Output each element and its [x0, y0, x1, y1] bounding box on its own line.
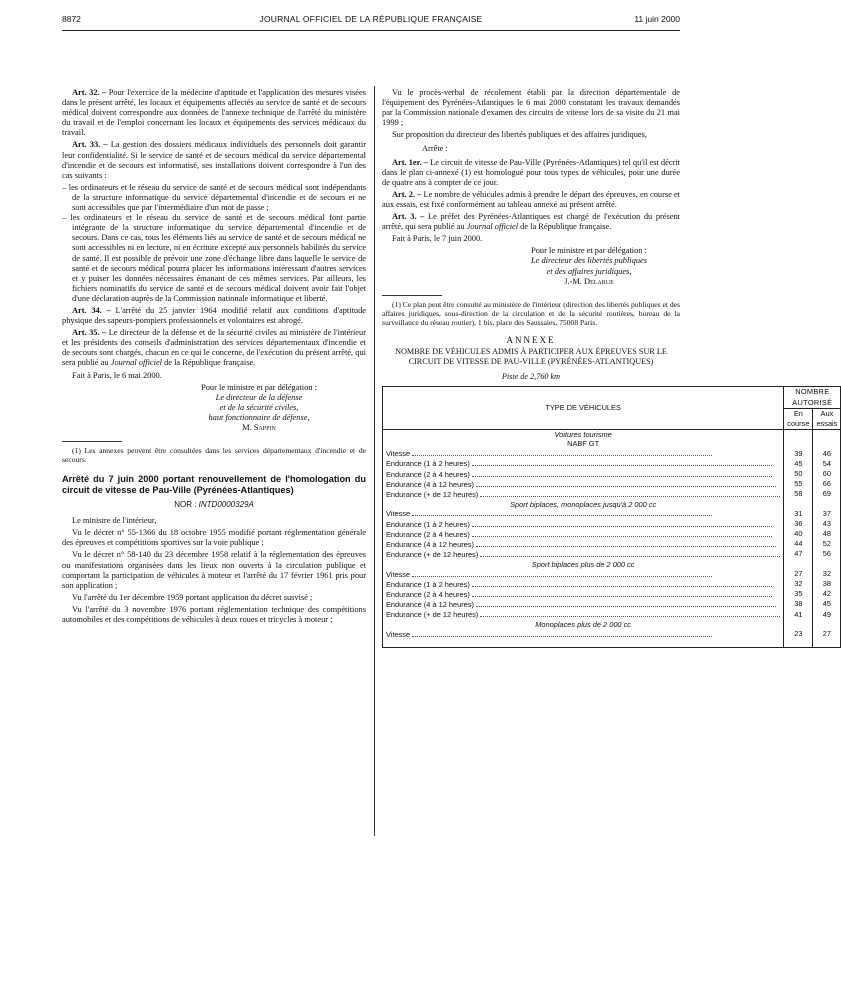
row-label-text: Endurance (1 à 2 heures) — [386, 459, 470, 469]
paragraph: Vu l'arrêté du 1er décembre 1959 portant application du décret susvisé ; — [72, 592, 313, 602]
section-title — [383, 500, 784, 510]
course-count: 45 — [784, 459, 813, 469]
row-label-text: Endurance (1 à 2 heures) — [386, 519, 470, 529]
essais-count: 60 — [822, 469, 832, 479]
essais-count: 49 — [822, 609, 832, 619]
leader-dots — [472, 476, 772, 477]
table-row — [383, 519, 841, 529]
essais-count: 37 — [822, 509, 832, 519]
paragraph: Vu le décret n° 58-140 du 23 décembre 1958 relatif à la réglementation des épreuves ou manifestations organisées dans les lieux non ouverts à la circulation publique et comportant la participation de véhicules à moteur et l'arrêté du 17 février 1961 pris pour son application ; — [62, 550, 366, 590]
section-subtitle: NABF GT — [567, 439, 600, 449]
row-label — [383, 469, 784, 479]
article-1: Art. 1er. – Le circuit de vitesse de Pau-Ville (Pyrénées-Atlantiques) tel qu'il est décrit dans le plan ci-annexé (1) est homologué pour tous types de véhicules, pour une durée de quatre ans à compter de ce jour. — [382, 157, 681, 187]
row-label — [383, 629, 784, 639]
footnote: (1) Les annexes peuvent être consultées dans les services départementaux d'incendie et de secours. — [62, 446, 366, 465]
empty-cell — [813, 620, 841, 630]
row-label-text: Endurance (4 à 12 heures) — [386, 599, 474, 609]
row-label-text: Endurance (+ de 12 heures) — [386, 489, 479, 499]
essais-count: 45 — [822, 599, 832, 609]
row-label — [383, 449, 784, 459]
leader-dots — [472, 465, 772, 466]
nor-reference: NOR : INTD0000329A — [174, 500, 254, 510]
article-2: Art. 2. – Le nombre de véhicules admis à prendre le départ des épreuves, en course et aux essais, est fixé conformément au tableau annexé au présent arrêté. — [382, 189, 681, 209]
essais-count: 66 — [822, 479, 832, 489]
leader-dots — [476, 546, 776, 547]
paragraph: Vu l'arrêté du 3 novembre 1976 portant réglementation technique des compétitions automobiles et des compétitions de véhicules à deux roues et tricycles à moteur ; — [62, 604, 366, 625]
left-column — [62, 88, 366, 627]
row-label-text: Endurance (2 à 4 heures) — [386, 529, 470, 539]
paragraph: Sur proposition du directeur des libertés publiques et des affaires juridiques, — [392, 130, 647, 140]
row-label — [383, 589, 784, 599]
leader-dots — [412, 636, 712, 637]
article-32: Art. 32. – Pour l'exercice de la médecine d'aptitude et l'application des mesures visées dans le présent arrêté, les locaux et équipements affectés au service de santé et de secours médical doivent correspondre aux données de l'annexe technique de l'arrêté du ministère du travail et de l'emploi concernant les locaux et équipements des services médicaux du travail. — [62, 88, 367, 138]
empty-cell — [813, 500, 841, 510]
essais-count: 27 — [822, 629, 832, 639]
table-section-row — [383, 560, 841, 570]
course-count: 44 — [784, 539, 813, 549]
table-body — [383, 429, 841, 647]
row-label-text: Endurance (+ de 12 heures) — [386, 609, 479, 619]
essais-count: 48 — [822, 529, 832, 539]
leader-dots — [476, 486, 776, 487]
course-count: 55 — [784, 479, 813, 489]
row-label — [383, 509, 784, 519]
signature-block: Pour le ministre et par délégation : Le directeur de la défense et de la sécurité civiles, haut fonctionnaire de défense, M. Sappin — [62, 383, 344, 433]
section-title-text: Monoplaces plus de 2 000 cc — [535, 619, 631, 629]
table-row — [383, 549, 841, 559]
leader-dots — [412, 515, 712, 516]
row-label-text: Vitesse — [386, 629, 411, 639]
empty-cell — [813, 429, 841, 449]
issue-date: 11 juin 2000 — [634, 14, 680, 24]
table-row — [383, 569, 841, 579]
article-35: Art. 35. – Le directeur de la défense et de la sécurité civiles au ministère de l'intérieur et les présidents des conseils d'administration des services départementaux d'incendie et de secours sont chargés, chacun en ce qui le concerne, de l'exécution du présent arrêté, qui sera publié au Journal officiel de la République française. — [62, 328, 366, 368]
col-type-header: TYPE DE VÉHICULES — [383, 387, 784, 429]
course-count: 31 — [784, 509, 813, 519]
table-row — [383, 579, 841, 589]
course-count: 39 — [784, 449, 813, 459]
course-count: 32 — [784, 579, 813, 589]
piste-length: Piste de 2,760 km — [501, 372, 561, 382]
row-label-text: Endurance (2 à 4 heures) — [386, 469, 470, 479]
annexe-subtitle: NOMBRE DE VÉHICULES ADMIS À PARTICIPER AUX ÉPREUVES SUR LE CIRCUIT DE VITESSE DE PAU-VILLE (PYRÉNÉES-ATLANTIQUES) — [395, 346, 667, 366]
course-count: 47 — [784, 549, 813, 559]
signature-block: Pour le ministre et par délégation : Le directeur des libertés publiques et des affaires juridiques, J.-M. Delarue — [382, 246, 674, 286]
essais-count: 38 — [822, 579, 832, 589]
essais-count: 56 — [822, 549, 832, 559]
empty-cell — [784, 639, 813, 648]
course-count: 27 — [784, 569, 813, 579]
signing-place-date: Fait à Paris, le 6 mai 2000. — [72, 370, 162, 380]
vehicle-table — [382, 386, 841, 648]
row-label-text: Endurance (2 à 4 heures) — [386, 589, 470, 599]
article-33-list — [62, 183, 366, 304]
course-count: 35 — [784, 589, 813, 599]
col-essais-header: Aux essais — [813, 408, 841, 429]
course-count: 36 — [784, 519, 813, 529]
section-title — [383, 620, 784, 630]
empty-cell — [784, 429, 813, 449]
row-label — [383, 529, 784, 539]
leader-dots — [480, 616, 780, 617]
row-label — [383, 539, 784, 549]
table-row — [383, 599, 841, 609]
empty-cell — [784, 620, 813, 630]
table-row — [383, 509, 841, 519]
leader-dots — [412, 576, 712, 577]
leader-dots — [472, 526, 772, 527]
table-row — [383, 529, 841, 539]
row-label — [383, 579, 784, 589]
annexe-title: ANNEXE — [506, 334, 556, 345]
table-row — [383, 479, 841, 489]
journal-title: JOURNAL OFFICIEL DE LA RÉPUBLIQUE FRANÇAISE — [259, 14, 483, 24]
paragraph: Vu le décret n° 55-1366 du 18 octobre 1955 modifié portant réglementation générale des épreuves et compétitions sportives sur la voie publique ; — [62, 528, 366, 548]
table-padding-row — [383, 639, 841, 648]
leader-dots — [472, 596, 772, 597]
section-title-text: Voitures tourisme — [554, 429, 612, 439]
essais-count: 69 — [822, 489, 832, 499]
course-count: 41 — [784, 610, 813, 620]
row-label-text: Endurance (+ de 12 heures) — [386, 549, 479, 559]
row-label — [383, 459, 784, 469]
course-count: 40 — [784, 529, 813, 539]
empty-cell — [784, 500, 813, 510]
footnote-rule — [382, 295, 442, 296]
empty-cell — [784, 560, 813, 570]
row-label — [383, 610, 784, 620]
leader-dots — [480, 496, 780, 497]
page-header — [62, 14, 680, 28]
header-rule — [62, 30, 680, 31]
leader-dots — [472, 536, 772, 537]
empty-cell — [813, 560, 841, 570]
table-row — [383, 610, 841, 620]
table-row — [383, 449, 841, 459]
empty-cell — [383, 639, 784, 648]
section-title — [383, 429, 784, 449]
table-section-row — [383, 500, 841, 510]
signatory-name: M. Sappin — [242, 423, 276, 432]
section-title-text: Sport biplaces, monoplaces jusqu'à 2 000 cc — [510, 499, 657, 509]
empty-cell — [813, 639, 841, 648]
signing-place-date: Fait à Paris, le 7 juin 2000. — [392, 234, 483, 244]
course-count: 58 — [784, 489, 813, 499]
row-label-text: Endurance (4 à 12 heures) — [386, 539, 474, 549]
page-number: 8872 — [62, 14, 81, 24]
table-row — [383, 539, 841, 549]
arrete-heading: Arrête : — [422, 144, 448, 154]
row-label-text: Endurance (1 à 2 heures) — [386, 579, 470, 589]
row-label — [383, 489, 784, 499]
arrete-title: Arrêté du 7 juin 2000 portant renouvellement de l'homologation du circuit de vitesse de Pau-Ville (Pyrénées-Atlantiques) — [62, 474, 366, 496]
essais-count: 52 — [822, 539, 832, 549]
table-section-row — [383, 429, 841, 449]
table-row — [383, 459, 841, 469]
leader-dots — [476, 606, 776, 607]
row-label-text: Endurance (4 à 12 heures) — [386, 479, 474, 489]
footnote-rule — [62, 441, 122, 442]
row-label-text: Vitesse — [386, 509, 411, 519]
paragraph: Vu le procès-verbal de récolement établi par la direction départementale de l'équipement des Pyrénées-Atlantiques le 6 mai 2000 constatant les travaux demandés par la Commission nationale d'examen des circuits de vitesse lors de sa visite du 21 mai 1999 ; — [382, 88, 680, 128]
course-count: 50 — [784, 469, 813, 479]
footnote: (1) Ce plan peut être consulté au ministère de l'intérieur (direction des libertés publiques et des affaires juridiques, sous-direction de la circulation et de la sécurité routières, bureau de la surveillance du réseau routier), 1 bis, place des Saussaies, 75008 Paris. — [382, 299, 680, 327]
row-label — [383, 569, 784, 579]
row-label-text: Vitesse — [386, 449, 411, 459]
essais-count: 42 — [822, 589, 832, 599]
table-row — [383, 469, 841, 479]
leader-dots — [412, 455, 712, 456]
row-label — [383, 599, 784, 609]
right-column — [382, 88, 838, 648]
section-title-text: Sport biplaces plus de 2 000 cc — [531, 559, 635, 569]
leader-dots — [480, 556, 780, 557]
row-label — [383, 479, 784, 489]
table-section-row — [383, 620, 841, 630]
list-item: – les ordinateurs et le réseau du service de santé et de secours médical font partie intégrante de la structure informatique du service départemental d'incendie et de secours. Dans ce cas, tous les éléments liés au service de santé et de secours médical ne sont accessibles ni en lecture, ni en écriture excepté aux personnels habilités du service de santé. Il est possible de prévoir une zone d'échange libre dans laquelle le service de santé et de secours médical pourra placer les informations intéressant d'autres services et y puiser les données nécessaires émanant de ces mêmes services. Par ailleurs, les fichiers nominatifs du service de santé et de secours médical doivent avoir fait l'objet d'une déclaration auprès de la Commission nationale informatique et liberté. — [62, 213, 366, 303]
section-title — [383, 560, 784, 570]
essais-count: 54 — [822, 459, 832, 469]
article-34: Art. 34. – L'arrêté du 25 janvier 1964 modifié relatif aux conditions d'aptitude physique des sapeurs-pompiers professionnels et volontaires est abrogé. — [62, 305, 366, 326]
row-label-text: Vitesse — [386, 569, 411, 579]
list-item: – les ordinateurs et le réseau du service de santé et de secours médical sont indépendants de la structure informatique du service départemental d'incendie et de secours et ne sont accessibles que par l'intermédiaire d'un mot de passe ; — [62, 182, 366, 213]
signatory-name: J.-M. Delarue — [564, 276, 614, 286]
article-3: Art. 3. – Le préfet des Pyrénées-Atlantiques est chargé de l'exécution du présent arrêté, qui sera publié au Journal officiel de la République française. — [382, 212, 681, 232]
article-33: Art. 33. – La gestion des dossiers médicaux individuels des personnels doit garantir leur confidentialité. Si le service de santé et de secours médical du service départemental d'incendie et de secours est informatisé, ses installations doivent correspondre à l'un des cas suivants : — [62, 140, 366, 180]
col-group-header: NOMBRE AUTORISÉ — [784, 387, 841, 408]
table-row — [383, 589, 841, 599]
row-label — [383, 519, 784, 529]
paragraph: Le ministre de l'intérieur, — [72, 516, 157, 526]
essais-count: 43 — [822, 519, 832, 529]
table-row — [383, 489, 841, 499]
row-label — [383, 549, 784, 559]
table-row — [383, 629, 841, 639]
course-count: 23 — [784, 629, 813, 639]
column-divider — [374, 86, 375, 836]
course-count: 38 — [784, 599, 813, 609]
essais-count: 32 — [822, 569, 832, 579]
leader-dots — [472, 586, 772, 587]
essais-count: 46 — [822, 449, 832, 459]
col-course-header: En course — [784, 408, 813, 429]
